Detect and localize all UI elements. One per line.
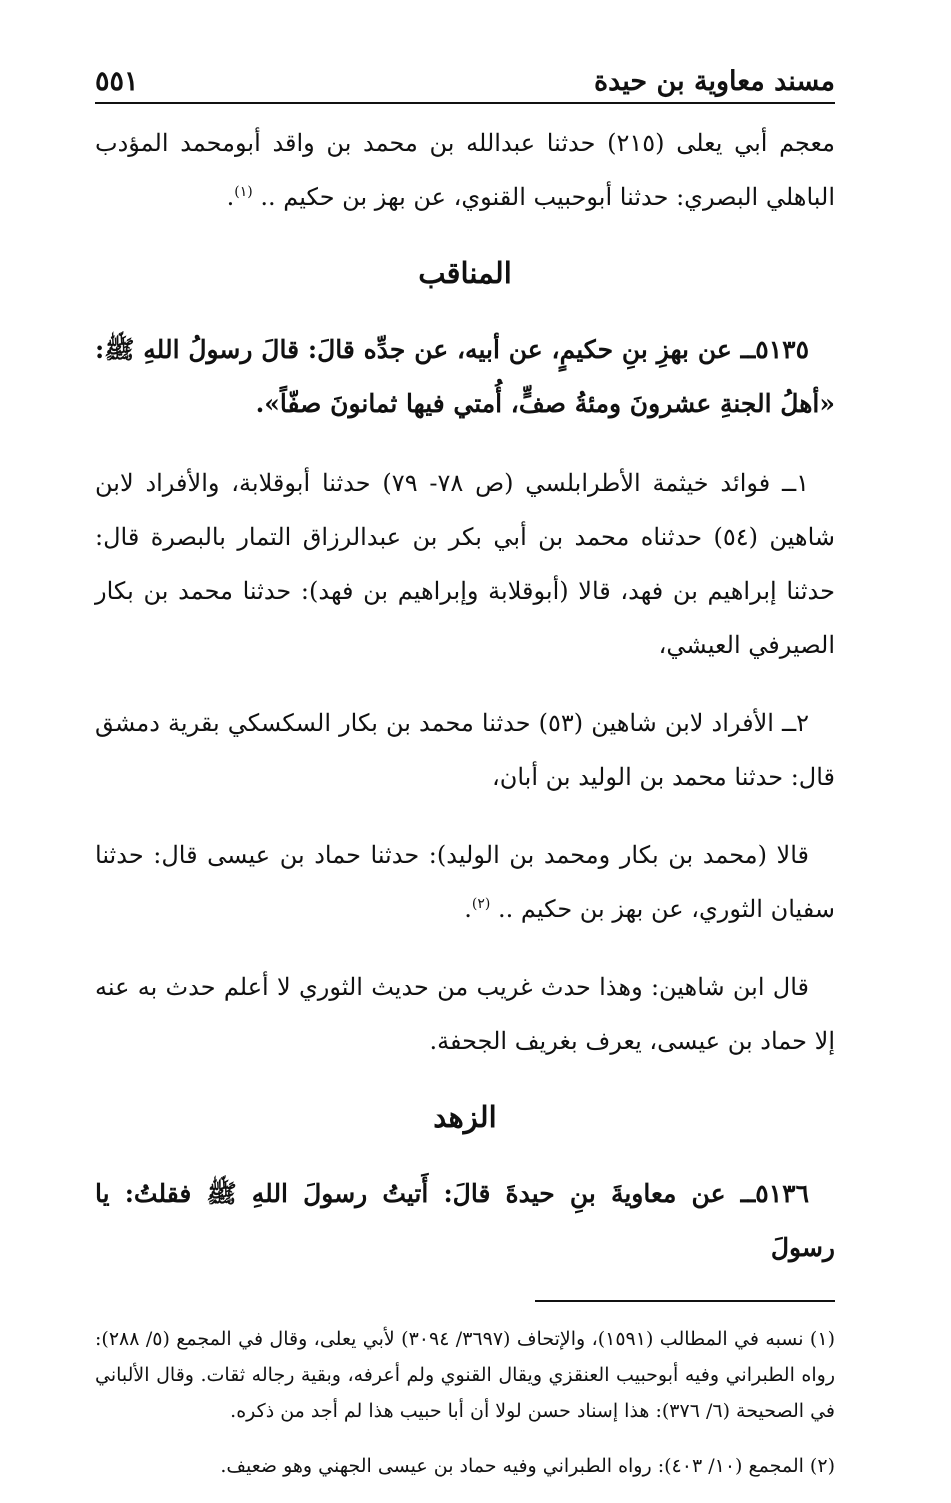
source-paragraph-1: ١ــ فوائد خيثمة الأطرابلسي (ص ٧٨- ٧٩) حدثنا أبوقلابة، والأفراد لابن شاهين (٥٤) حدثناه محمد بن أبي بكر بن عبدالرزاق التمار بالبصرة قال: حدثنا إبراهيم بن فهد، قالا (أبوقلابة وإبراهيم بن فهد): حدثنا محمد بن بكار الصيرفي العيشي، [95,469,835,659]
header-rule [95,102,835,104]
section-title-manaqib: المناقب [418,256,512,290]
footnote-ref-1[interactable]: (١) [234,184,253,200]
header-title: مسند معاوية بن حيدة [593,66,835,97]
footnote-2: (٢) المجمع (١٠/ ٤٠٣): رواه الطبراني وفيه حماد بن عيسى الجهني وهو ضعيف. [220,1455,835,1477]
hadith-5136: ٥١٣٦ــ عن معاويةَ بنِ حيدةَ قالَ: أَتيتُ رسولَ اللهِ ﷺ فقلتُ: يا رسولَ [95,1179,835,1262]
intro-text: معجم أبي يعلى (٢١٥) حدثنا عبدالله بن محمد بن واقد أبومحمد المؤدب الباهلي البصري: حدثنا أبوحبيب القنوي، عن بهز بن حكيم .. [95,129,835,211]
running-header [95,62,835,102]
footnote-separator [535,1300,835,1302]
hadith-5135: ٥١٣٥ــ عن بهزِ بنِ حكيمٍ، عن أبيه، عن جدِّه قالَ: قالَ رسولُ اللهِ ﷺ: «أهلُ الجنةِ عشرونَ ومئةُ صفٍّ، أُمتي فيها ثمانونَ صفّاً». [95,335,835,418]
footnote-ref-2[interactable]: (٢) [471,896,491,912]
source-3-text: قالا (محمد بن بكار ومحمد بن الوليد): حدثنا حماد بن عيسى قال: حدثنا سفيان الثوري، عن بهز بن حكيم .. [95,841,835,923]
page-number: ٥٥١ [95,66,139,97]
source-paragraph-3: قالا (محمد بن بكار ومحمد بن الوليد): حدثنا حماد بن عيسى قال: حدثنا سفيان الثوري، عن بهز بن حكيم .. $^{(٢)}$. [95,841,835,923]
book-page [95,62,835,1503]
commentary-paragraph: قال ابن شاهين: وهذا حدث غريب من حديث الثوري لا أعلم حدث به عنه إلا حماد بن عيسى، يعرف بغريف الجحفة. [95,973,835,1055]
section-title-zuhd: الزهد [433,1100,497,1134]
source-paragraph-2: ٢ــ الأفراد لابن شاهين (٥٣) حدثنا محمد بن بكار السكسكي بقرية دمشق قال: حدثنا محمد بن الوليد بن أبان، [95,709,835,791]
intro-paragraph: معجم أبي يعلى (٢١٥) حدثنا عبدالله بن محمد بن واقد أبومحمد المؤدب الباهلي البصري: حدثنا أبوحبيب القنوي، عن بهز بن حكيم .. $^{(١)}$. [95,129,835,211]
footnote-1: (١) نسبه في المطالب (١٥٩١)، والإتحاف (٣٦٩٧/ ٣٠٩٤) لأبي يعلى، وقال في المجمع (٥/ ٢٨٨): رواه الطبراني وفيه أبوحبيب العنقزي ويقال القنوي ولم أعرفه، وبقية رجاله ثقات. وقال الألباني في الصحيحة (٦/ ٣٧٦): هذا إسناد حسن لولا أن أبا حبيب هذا لم أجد من ذكره. [95,1328,835,1422]
